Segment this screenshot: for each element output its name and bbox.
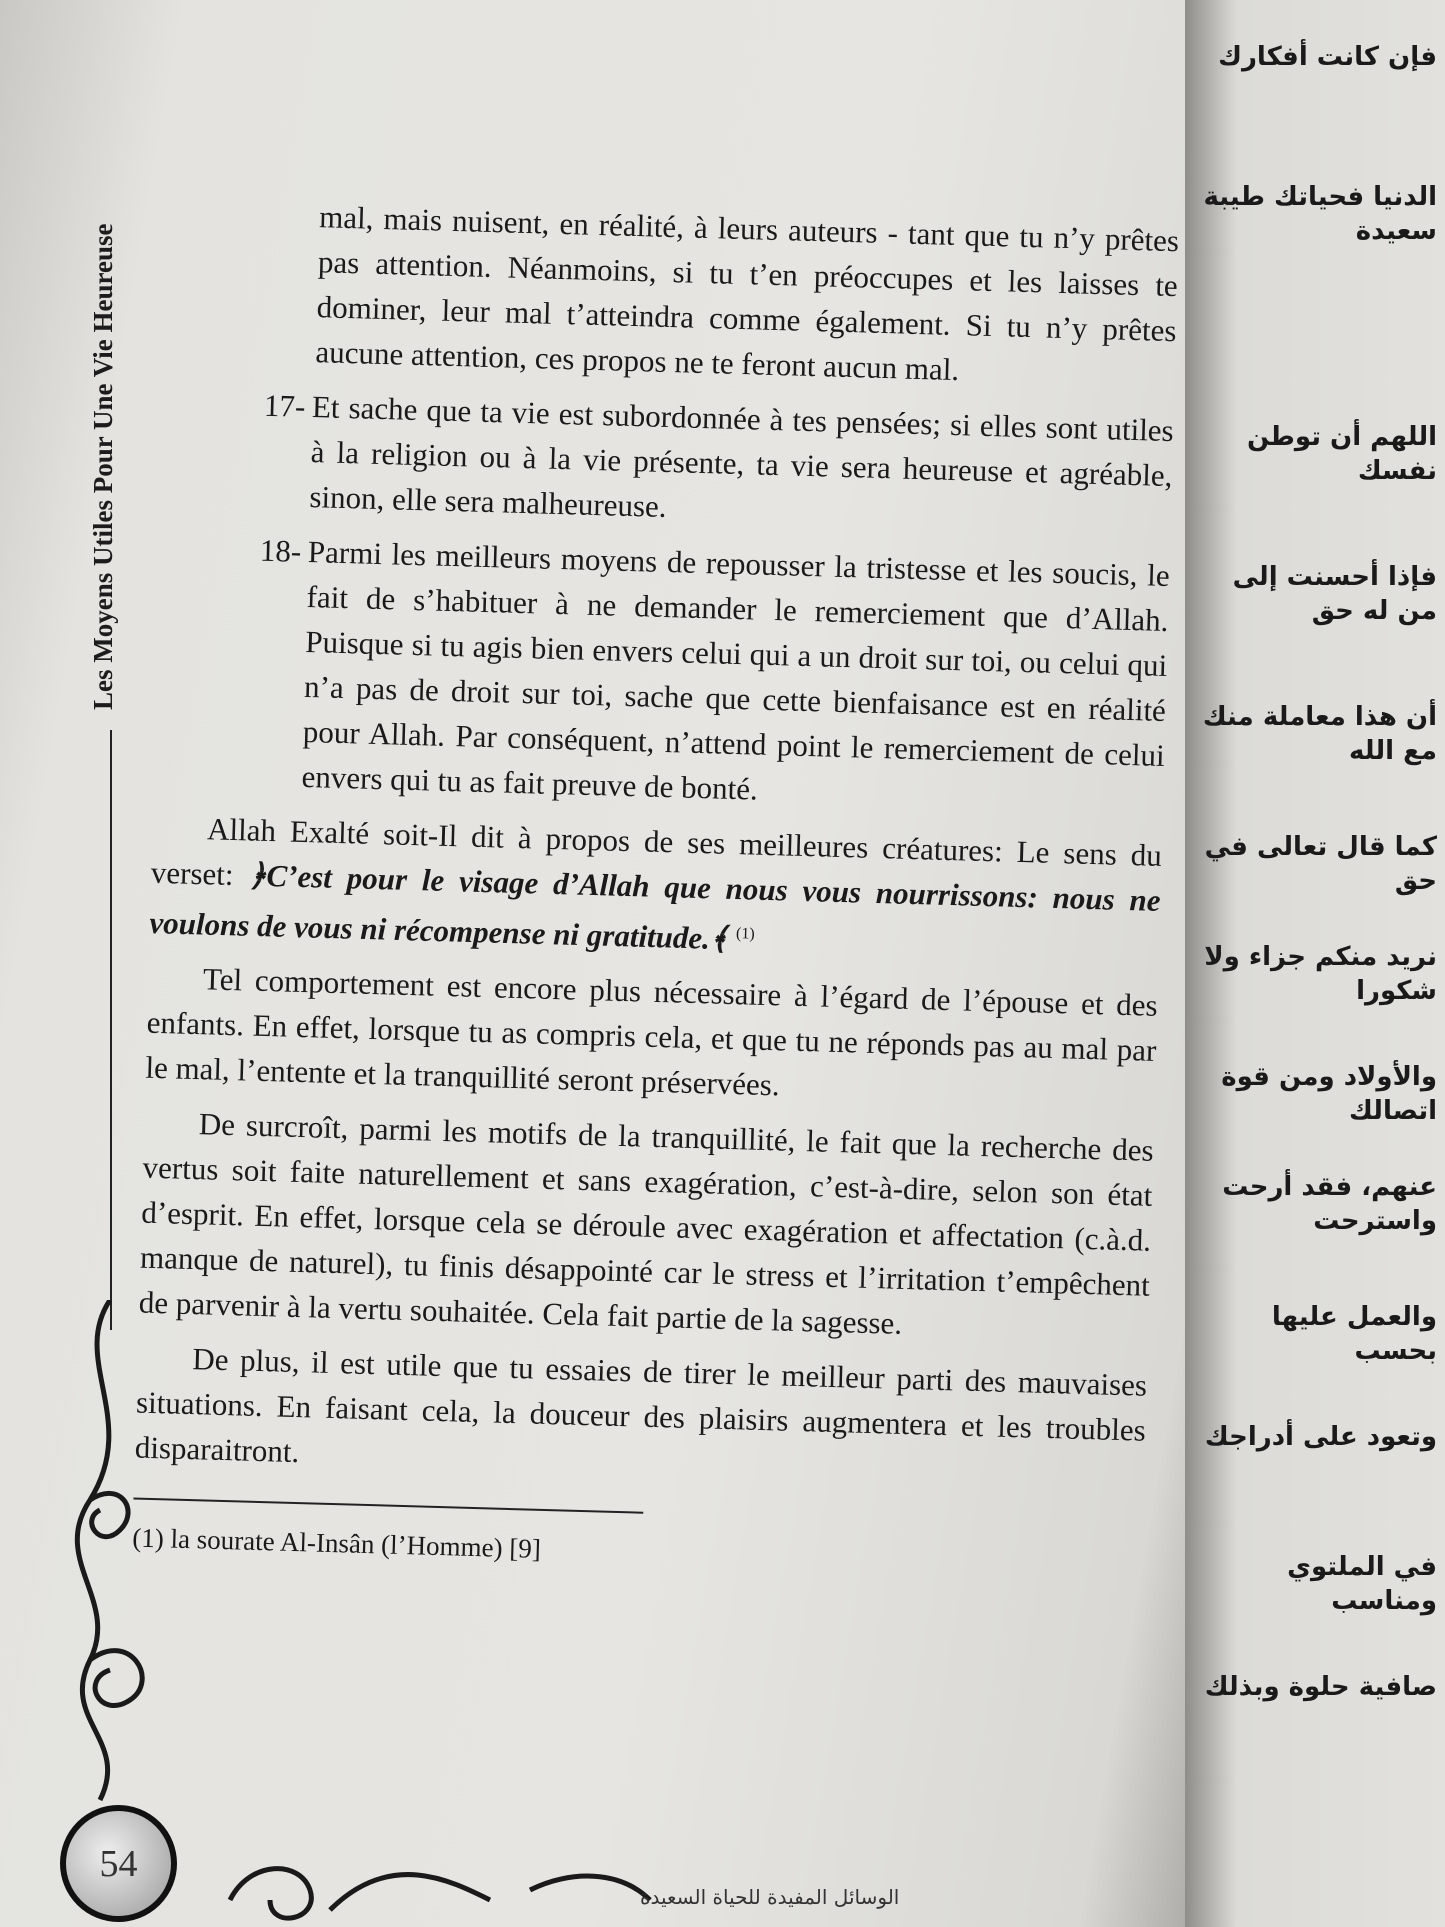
arabic-line: والأولاد ومن قوة اتصالك (1221, 1062, 1437, 1126)
arabic-line: فإذا أحسنت إلى من له حق (1232, 562, 1437, 626)
header-rule (110, 730, 112, 1330)
continuation-paragraph: mal, mais nuisent, en réalité, à leurs auteurs - tant que tu n’y prêtes pas attention. Néanmoins, si tu t’en préoccupes et les laisses te dominer, leur mal t’atteindra comme également. Si tu n’y prêtes aucune attention, ces propos ne te feront aucun mal. (315, 199, 1180, 388)
running-header-title: Les Moyens Utiles Pour Une Vie Heureuse (88, 223, 118, 710)
item-number: 17- (263, 387, 306, 424)
page-number (60, 1805, 177, 1922)
quran-verse: ﴿C’est pour le visage d’Allah que nous vous nourrissons: nous ne voulons de vous ni récompense ni gratitude.﴾ (149, 857, 1162, 957)
arabic-line: والعمل عليها بحسب (1271, 1302, 1437, 1366)
list-item-18 (153, 525, 1170, 833)
page-body (132, 190, 1180, 1589)
arabic-line: نريد منكم جزاء ولا شكورا (1204, 942, 1437, 1006)
footnote-rule (133, 1498, 643, 1514)
paragraph-tel: Tel comportement est encore plus nécessaire à l’égard de l’épouse et des enfants. En effet, lorsque tu as compris cela, et que tu ne réponds pas au mal par le mal, l’entente et la tranquillité seront préservées. (145, 961, 1159, 1103)
paragraph-plus: De plus, il est utile que tu essaies de tirer le meilleur parti des mauvaises situations. En faisant cela, la douceur des plaisirs augmentera et les troubles disparaitront. (134, 1341, 1148, 1470)
footer-book-title: الوسائل المفيدة للحياة السعيدة (640, 1885, 900, 1909)
arabic-line: فإن كانت أفكارك (1218, 42, 1437, 72)
item-text: Et sache que ta vie est subordonnée à tes pensées; si elles sont utiles à la religion ou à la vie présente, ta vie sera heureuse et agréable, sinon, elle sera malheureuse. (309, 389, 1175, 524)
arabic-line: اللهم أن توطن نفسك (1247, 422, 1437, 486)
arabic-line: في الملتوي ومناسب (1287, 1552, 1437, 1616)
arabic-line: كما قال تعالى في حق (1204, 832, 1437, 896)
arabic-line: وتعود على أدراجك (1204, 1422, 1437, 1452)
arabic-line: أن هذا معاملة منك مع الله (1202, 702, 1437, 766)
footnote-ref: (1) (735, 925, 755, 943)
page-number-text: 54 (99, 1842, 138, 1885)
verse-paragraph (149, 805, 1163, 973)
item-number: 18- (259, 532, 302, 569)
arabic-line: الدنيا فحياتك طيبة سعيدة (1203, 182, 1437, 246)
verse-intro: Allah Exalté soit-Il dit à propos de ses meilleures créatures: Le sens du verset: (150, 811, 1163, 893)
list-item-17 (161, 380, 1175, 553)
paragraph-surcroit: De surcroît, parmi les motifs de la tranquillité, le fait que la recherche des vertus soit faite naturellement et sans exagération, c’est-à-dire, selon son état d’esprit. En effet, lorsque cela se déroule avec exagération et affectation (c.à.d. manque de naturel), tu finis désappointé car le stress et l’irritation t’empêchent de parvenir à la vertu souhaitée. Cela fait partie de la sagesse. (138, 1106, 1155, 1342)
item-text: Parmi les meilleurs moyens de repousser la tristesse et les soucis, le fait de s’habituer à ne demander le remerciement que d’Allah. Puisque si tu agis bien envers celui qui a un droit sur toi, ou celui qui n’a pas de droit sur toi, sache que cette bienfaisance est en réalité pour Allah. Par conséquent, n’attend point le remerciement de celui envers qui tu as fait preuve de bonté. (301, 533, 1171, 807)
arabic-line: صافية حلوة وبذلك (1204, 1672, 1437, 1702)
footnote: (1) la sourate Al-Insân (l’Homme) [9] (131, 1522, 542, 1565)
arabic-line: عنهم، فقد أرحت واسترحت (1222, 1172, 1437, 1236)
